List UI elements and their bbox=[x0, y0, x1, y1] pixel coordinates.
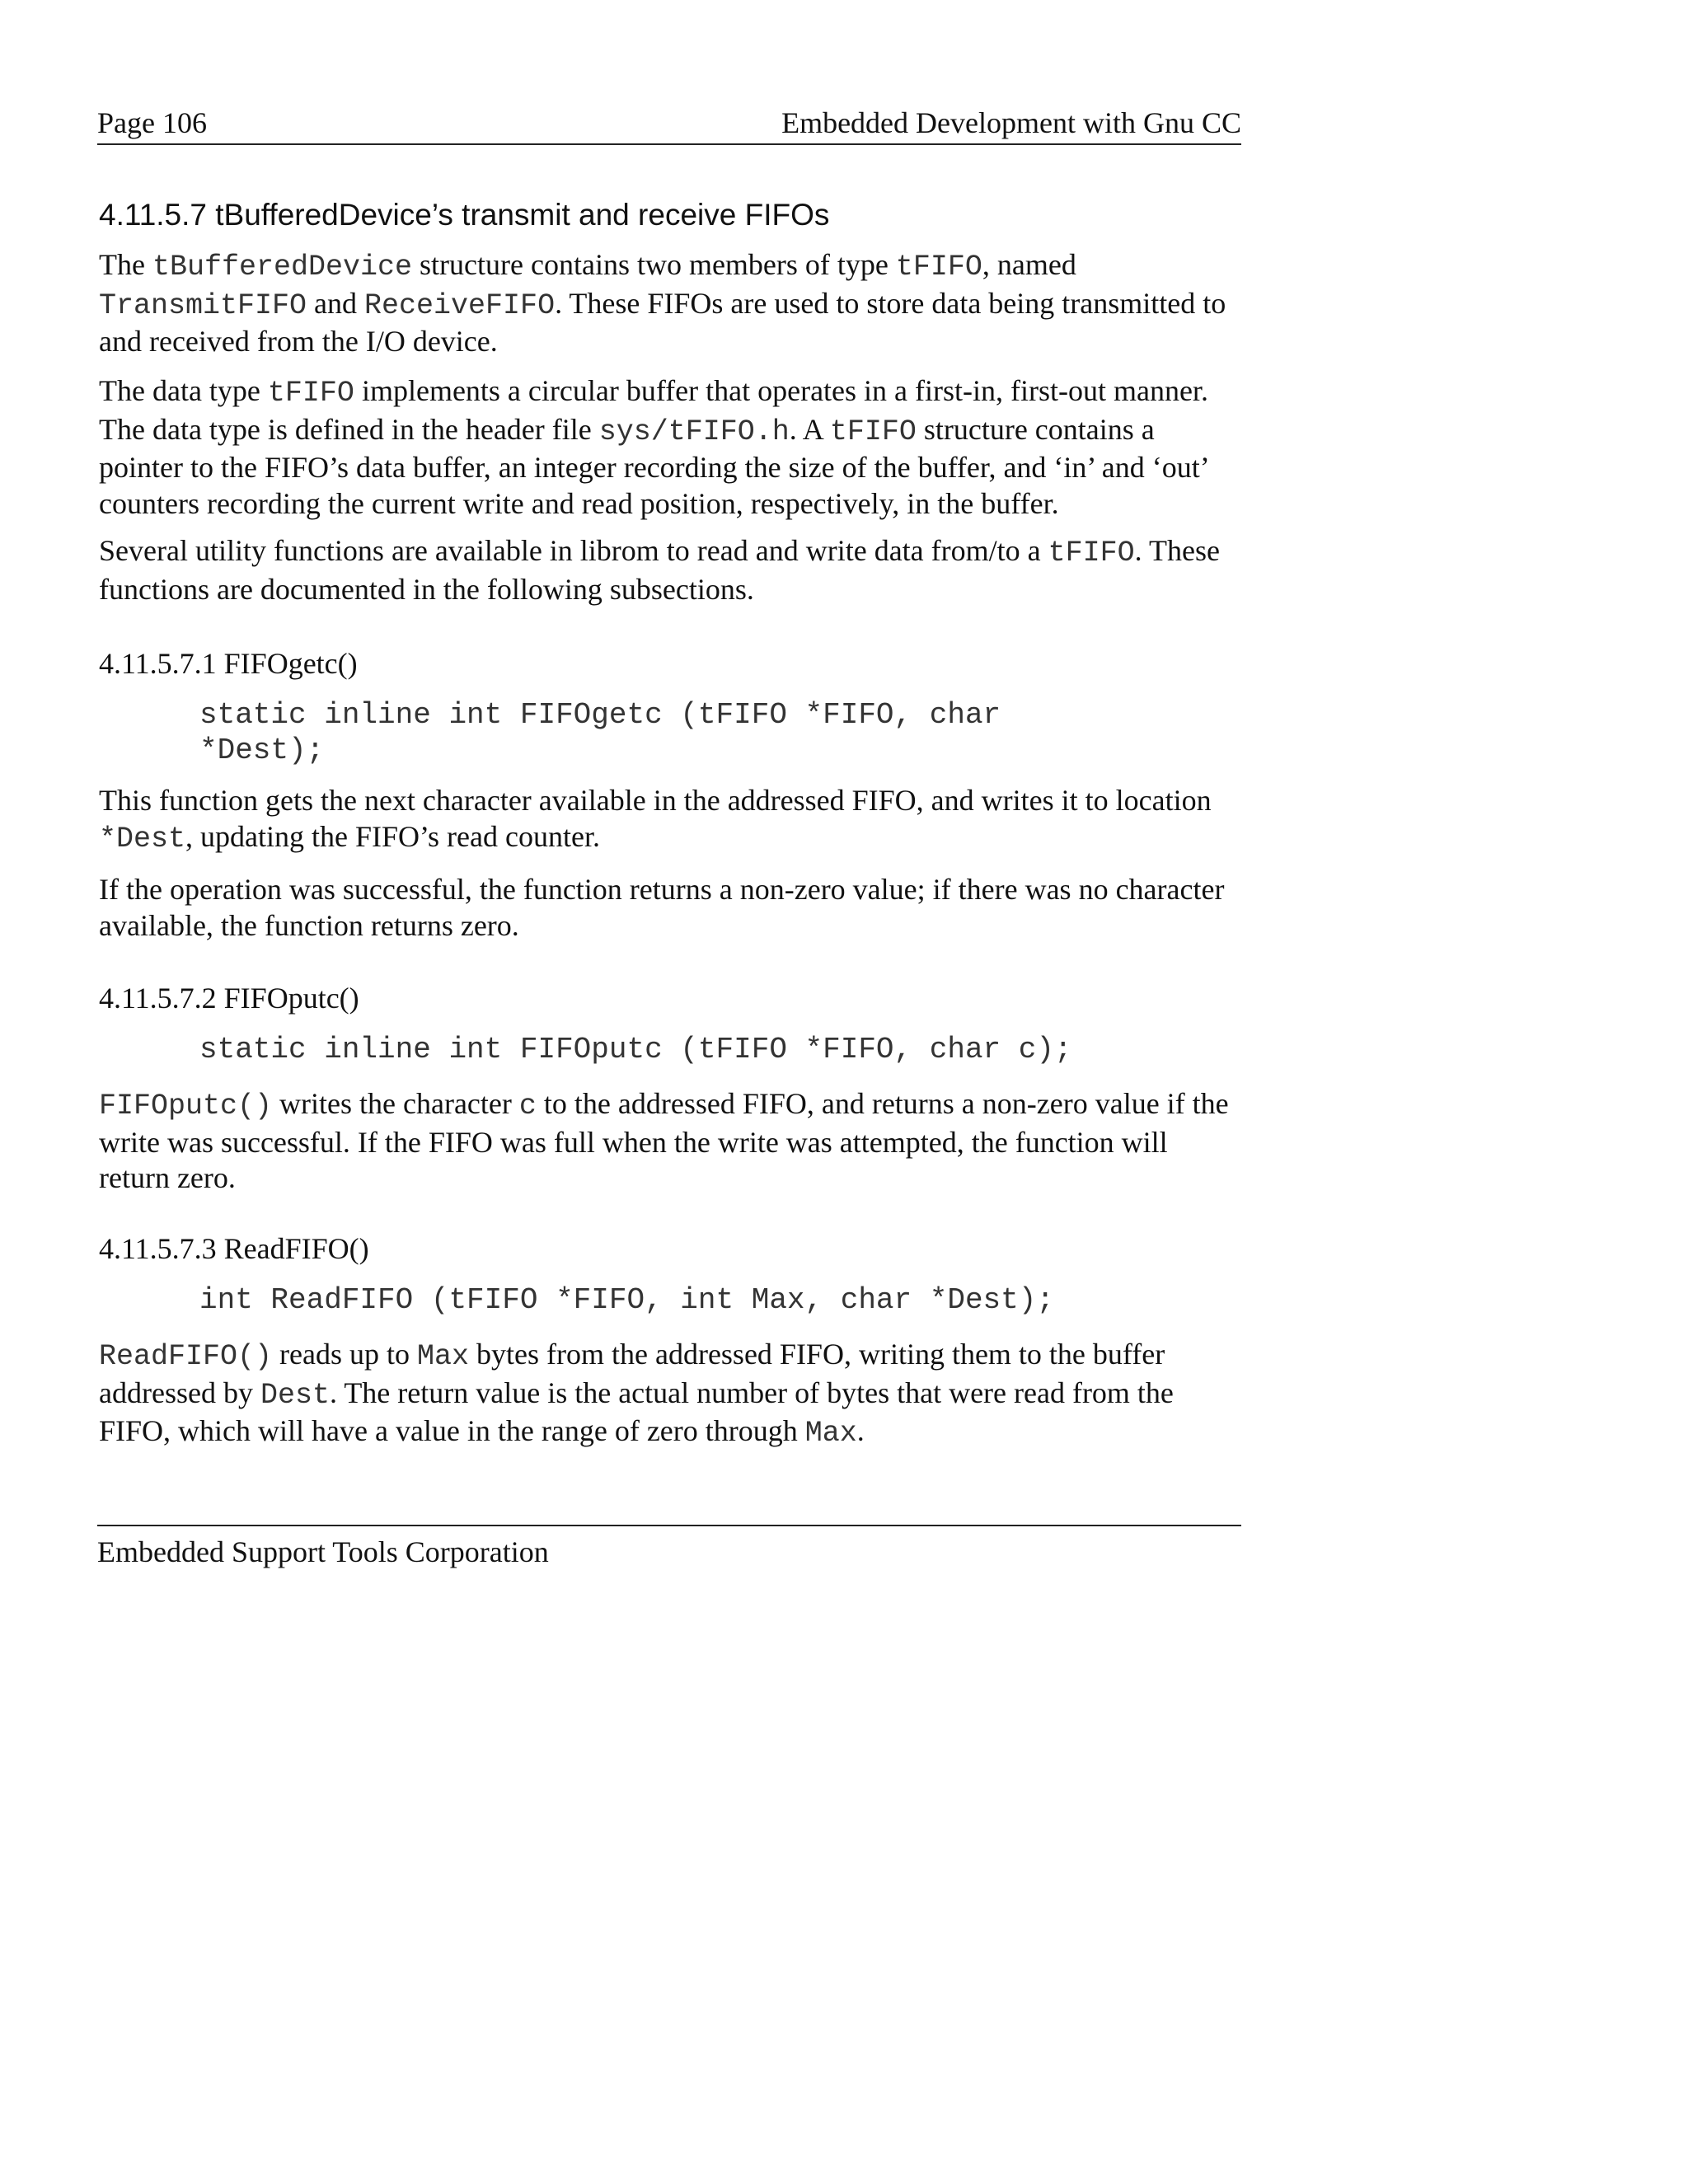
paragraph-fifogetc-return: If the operation was successful, the function returns a non-zero value; if there was no character available, the function returns zero. bbox=[99, 873, 1225, 942]
paragraph-fifo-members: The tBufferedDevice structure contains two members of type tFIFO, named TransmitFIFO and ReceiveFIFO. These FIFOs are used to store data being transmitted to and received from the I/O device. bbox=[99, 248, 1226, 358]
company-name: Embedded Support Tools Corporation bbox=[97, 1535, 549, 1568]
code-block-fifogetc bbox=[99, 697, 1001, 768]
paragraph-utility-functions: Several utility functions are available in librom to read and write data from/to a tFIFO. These functions are documented in the following subsections. bbox=[99, 534, 1220, 606]
page-footer bbox=[97, 1525, 1241, 1571]
code-line: *Dest); bbox=[199, 733, 325, 767]
paragraph-fifogetc-description: This function gets the next character available in the addressed FIFO, and writes it to location *Dest, updating the FIFO’s read counter. bbox=[99, 784, 1212, 855]
code-line: static inline int FIFOgetc (tFIFO *FIFO, char bbox=[199, 698, 1001, 732]
paragraph-fifoputc-description: FIFOputc() writes the character c to the addressed FIFO, and returns a non-zero value if the write was successful. If the FIFO was full when the write was attempted, the function will return zero. bbox=[99, 1087, 1229, 1194]
paragraph-readfifo-description: ReadFIFO() reads up to Max bytes from the addressed FIFO, writing them to the buffer addressed by Dest. The return value is the actual number of bytes that were read from the FIFO, which will have a value in the range of zero through Max. bbox=[99, 1338, 1174, 1450]
subsection-heading-readfifo: 4.11.5.7.3 ReadFIFO() bbox=[99, 1232, 369, 1265]
subsection-heading-fifoputc: 4.11.5.7.2 FIFOputc() bbox=[99, 982, 359, 1015]
code-line: int ReadFIFO (tFIFO *FIFO, int Max, char *Dest); bbox=[199, 1283, 1054, 1317]
code-block-readfifo bbox=[99, 1282, 1054, 1318]
book-title: Embedded Development with Gnu CC bbox=[781, 106, 1241, 139]
section-heading: 4.11.5.7 tBufferedDevice’s transmit and receive FIFOs bbox=[99, 198, 830, 232]
code-line: static inline int FIFOputc (tFIFO *FIFO, char c); bbox=[199, 1033, 1072, 1066]
code-block-fifoputc bbox=[99, 1032, 1072, 1067]
subsection-heading-fifogetc: 4.11.5.7.1 FIFOgetc() bbox=[99, 647, 358, 680]
page-header bbox=[97, 104, 1241, 145]
paragraph-tfifo-type: The data type tFIFO implements a circular buffer that operates in a first-in, first-out manner. The data type is defined in the header file sys/tFIFO.h. A tFIFO structure contains a pointer to the FIFO’s data buffer, an integer recording the size of the buffer, and ‘in’ and ‘out’ counters recording the current write and read position, respectively, in the buffer. bbox=[99, 374, 1208, 520]
page-number: Page 106 bbox=[97, 106, 207, 139]
